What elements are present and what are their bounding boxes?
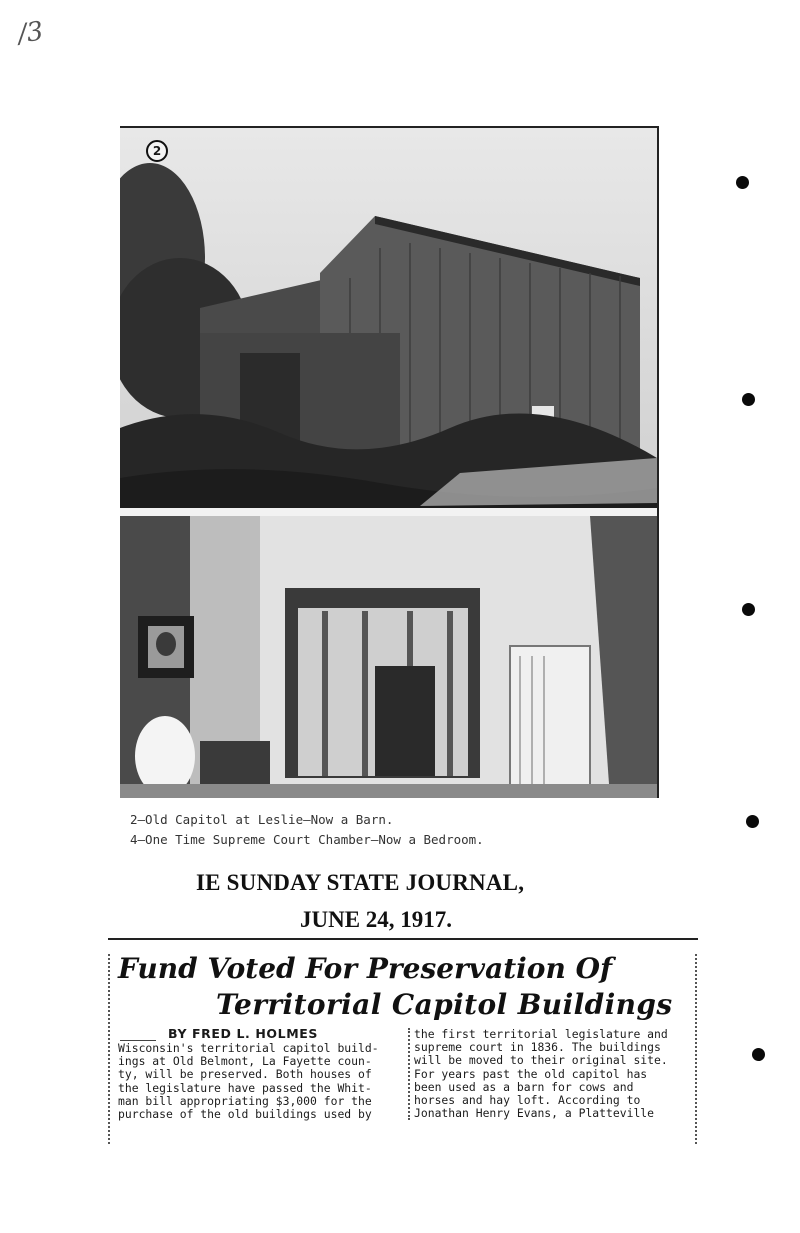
article-column-1 <box>118 1042 406 1121</box>
photo-caption-chamber: 4—One Time Supreme Court Chamber—Now a Bedroom. <box>130 832 484 847</box>
text-line: ings at Old Belmont, La Fayette coun- <box>118 1054 372 1069</box>
text-line: ty, will be preserved. Both houses of <box>118 1067 372 1082</box>
text-line: supreme court in 1836. The buildings <box>414 1040 661 1055</box>
text-line: Wisconsin's territorial capitol build- <box>118 1041 379 1055</box>
newspaper-masthead: IE SUNDAY STATE JOURNAL, <box>196 870 525 895</box>
text-line: horses and hay loft. According to <box>414 1093 641 1108</box>
text-line: will be moved to their original site. <box>414 1053 668 1068</box>
article-column-2 <box>408 1028 702 1120</box>
binder-hole <box>736 176 749 189</box>
binder-hole <box>746 815 759 828</box>
newspaper-date: JUNE 24, 1917. <box>300 907 453 932</box>
photo-plate <box>120 126 659 798</box>
headline-line-1: Fund Voted For Preservation Of <box>118 952 613 985</box>
clipping-border-left <box>108 954 111 1144</box>
binder-hole <box>742 603 755 616</box>
binder-hole <box>752 1048 765 1061</box>
handwritten-page-mark: /3 <box>16 16 46 50</box>
text-line: Jonathan Henry Evans, a Platteville <box>414 1106 655 1121</box>
binder-hole <box>742 393 755 406</box>
text-line: the legislature have passed the Whit- <box>118 1080 372 1095</box>
byline: BY FRED L. HOLMES <box>168 1026 318 1041</box>
photo-supreme-court-chamber <box>120 516 657 798</box>
text-line: For years past the old capitol has <box>414 1066 648 1081</box>
photo-old-capitol-barn <box>120 128 657 508</box>
text-line: purchase of the old buildings used by <box>118 1107 372 1122</box>
text-line: the first territorial legislature and <box>414 1027 668 1041</box>
photo-caption-barn: 2—Old Capitol at Leslie—Now a Barn. <box>130 812 394 827</box>
photo-number-badge: 2 <box>146 140 168 162</box>
text-line: been used as a barn for cows and <box>414 1079 634 1094</box>
headline-line-2: Territorial Capitol Buildings <box>216 988 673 1021</box>
text-line: man bill appropriating $3,000 for the <box>118 1093 372 1108</box>
article-clipping <box>108 938 698 1140</box>
